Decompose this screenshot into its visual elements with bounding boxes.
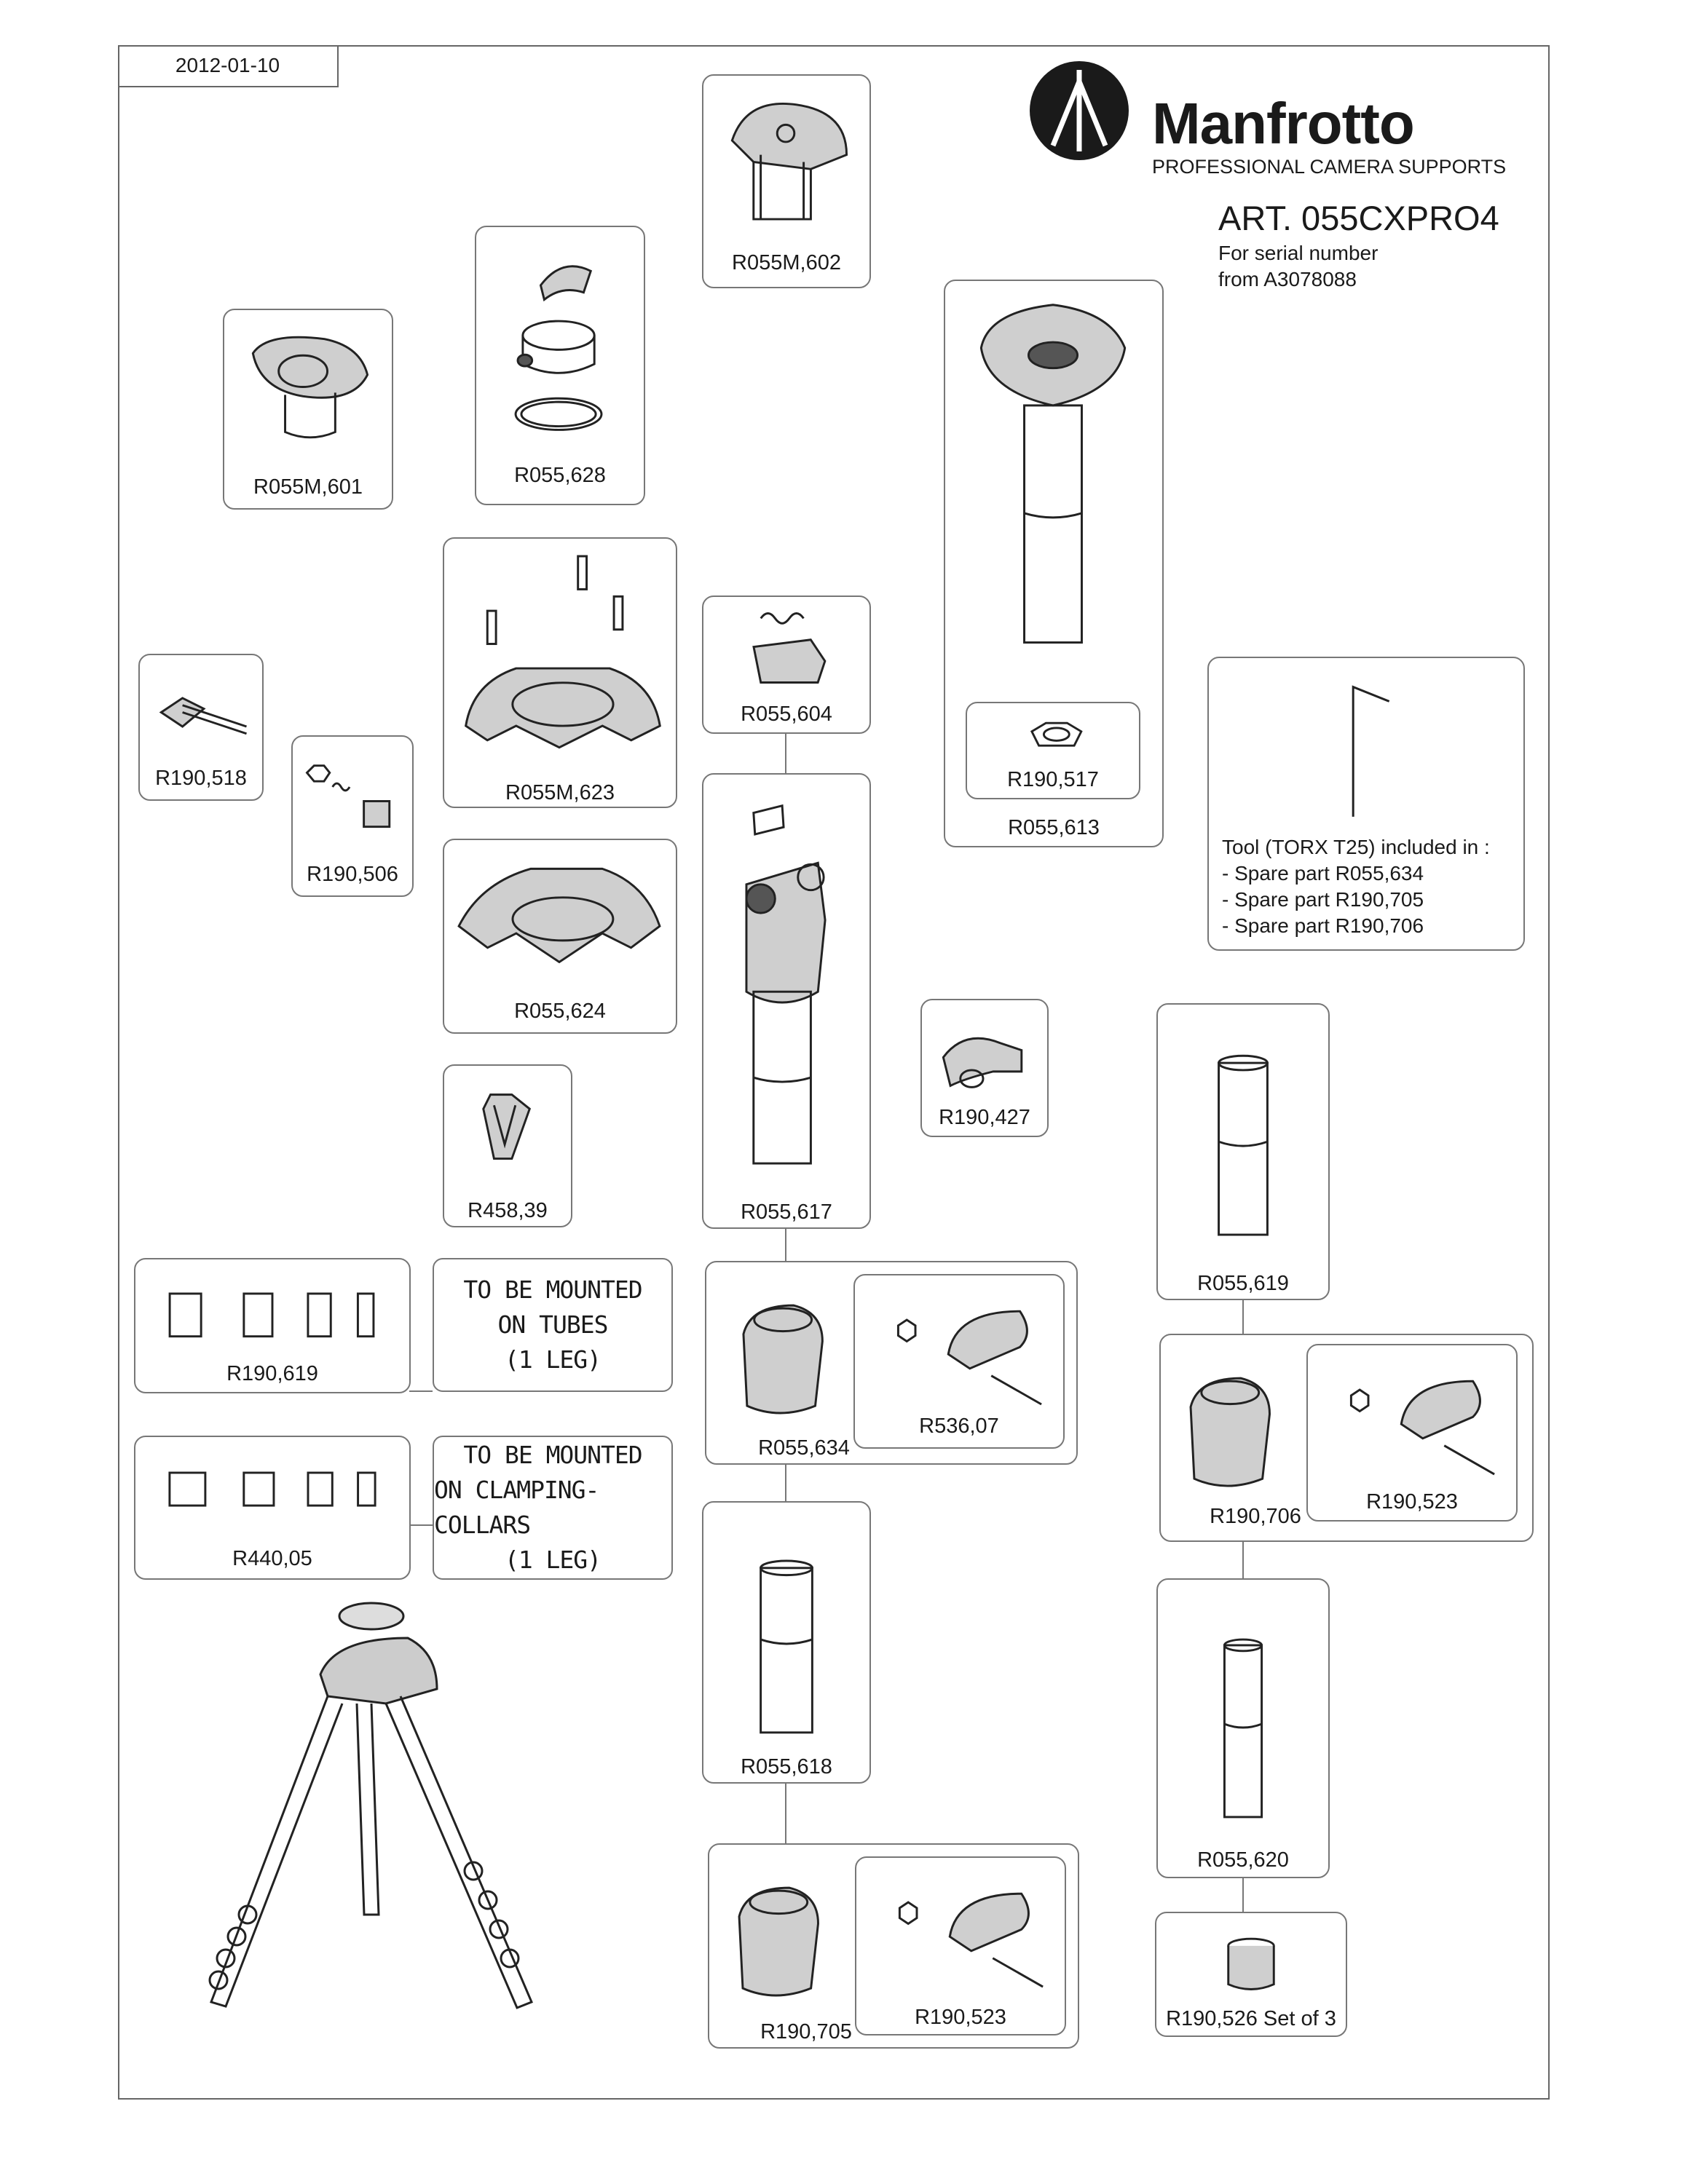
connector-line [785, 1465, 786, 1501]
tool-title: Tool (TORX T25) included in : [1222, 836, 1490, 858]
part-code: R055M,602 [732, 251, 841, 274]
part-r055-617 [702, 773, 871, 1229]
brand-name: Manfrotto [1152, 91, 1414, 156]
assembled-tripod-illustration [167, 1594, 561, 2060]
mounting-note-tubes [433, 1258, 673, 1392]
tool-item: - Spare part R190,705 [1222, 888, 1424, 911]
note-line: ON TUBES [497, 1310, 608, 1339]
part-code: R055,604 [741, 703, 832, 726]
clamp-ring-drawing [476, 227, 644, 504]
note-line: TO BE MOUNTED [463, 1441, 642, 1469]
part-code: R190,518 [155, 767, 247, 790]
part-code: R190,523 [915, 2006, 1006, 2029]
tool-info-box [1207, 657, 1525, 951]
brand-tagline: PROFESSIONAL CAMERA SUPPORTS [1152, 156, 1507, 178]
part-r055-619 [1156, 1003, 1330, 1300]
date-stamp: 2012-01-10 [118, 45, 339, 87]
connector-line [1242, 1542, 1244, 1578]
connector-line [785, 1227, 786, 1261]
part-code: R190,517 [1007, 768, 1099, 791]
part-r440-05 [134, 1436, 411, 1580]
part-r190-518 [138, 654, 264, 801]
part-r190-523-b [855, 1856, 1066, 2035]
part-code: R458,39 [468, 1199, 548, 1222]
part-code: R055M,601 [253, 475, 363, 499]
part-code: R055,634 [758, 1436, 850, 1460]
part-code: R055,624 [514, 1000, 606, 1023]
part-code: R055,628 [514, 464, 606, 487]
part-r055-620 [1156, 1578, 1330, 1878]
manfrotto-logo-icon [1028, 60, 1130, 162]
part-r055-624 [443, 839, 677, 1034]
part-code: R055M,623 [505, 781, 615, 804]
leg-tube-drawing [1158, 1005, 1328, 1299]
leg-tube-drawing [703, 1503, 869, 1782]
article-number: ART. 055CXPRO4 [1218, 199, 1499, 237]
tool-item: - Spare part R055,634 [1222, 862, 1424, 885]
connector-line [1242, 1300, 1244, 1334]
part-code: R536,07 [919, 1415, 999, 1438]
part-code: R190,427 [939, 1106, 1030, 1129]
connector-line [409, 1524, 433, 1526]
part-r055-628 [475, 226, 645, 505]
part-code: R055,617 [741, 1200, 832, 1224]
connector-line [1242, 1878, 1244, 1912]
part-r055-604 [702, 596, 871, 734]
tool-item: - Spare part R190,706 [1222, 914, 1424, 937]
part-r190-517 [966, 702, 1140, 799]
part-code: R055,620 [1197, 1848, 1289, 1872]
part-r190-619 [134, 1258, 411, 1393]
note-line: (1 LEG) [504, 1546, 602, 1574]
note-line: ON CLAMPING-COLLARS [434, 1476, 599, 1539]
part-code: R190,705 [760, 2020, 852, 2043]
part-code: R190,506 [307, 863, 398, 886]
part-code: R190,526 Set of 3 [1166, 2007, 1336, 2030]
part-r055m-602 [702, 74, 871, 288]
part-r536-07 [853, 1274, 1065, 1449]
connector-line [409, 1390, 433, 1392]
connector-line [785, 732, 786, 773]
part-code: R440,05 [232, 1547, 312, 1570]
part-code: R055,619 [1197, 1272, 1289, 1295]
part-code: R055,613 [1008, 816, 1100, 839]
part-r190-427 [920, 999, 1049, 1137]
part-r190-523-a [1306, 1344, 1518, 1522]
part-code: R190,619 [226, 1362, 318, 1385]
part-r190-506 [291, 735, 414, 897]
part-r458-39 [443, 1064, 572, 1227]
serial-note-line-1: For serial number [1218, 242, 1379, 264]
part-code: R190,523 [1366, 1490, 1458, 1514]
part-r055m-623 [443, 537, 677, 808]
serial-note-line-2: from A3078088 [1218, 268, 1357, 290]
connector-line [785, 1784, 786, 1843]
part-r190-526 [1155, 1912, 1347, 2037]
part-code: R190,706 [1210, 1505, 1301, 1528]
note-line: (1 LEG) [504, 1345, 602, 1374]
leg-tube-drawing [1158, 1580, 1328, 1877]
leg-top-section-drawing [703, 775, 869, 1227]
part-code: R055,618 [741, 1755, 832, 1779]
part-r055-618 [702, 1501, 871, 1784]
note-line: TO BE MOUNTED [463, 1275, 642, 1304]
spider-with-screws-drawing [444, 539, 676, 807]
part-r055m-601 [223, 309, 393, 510]
